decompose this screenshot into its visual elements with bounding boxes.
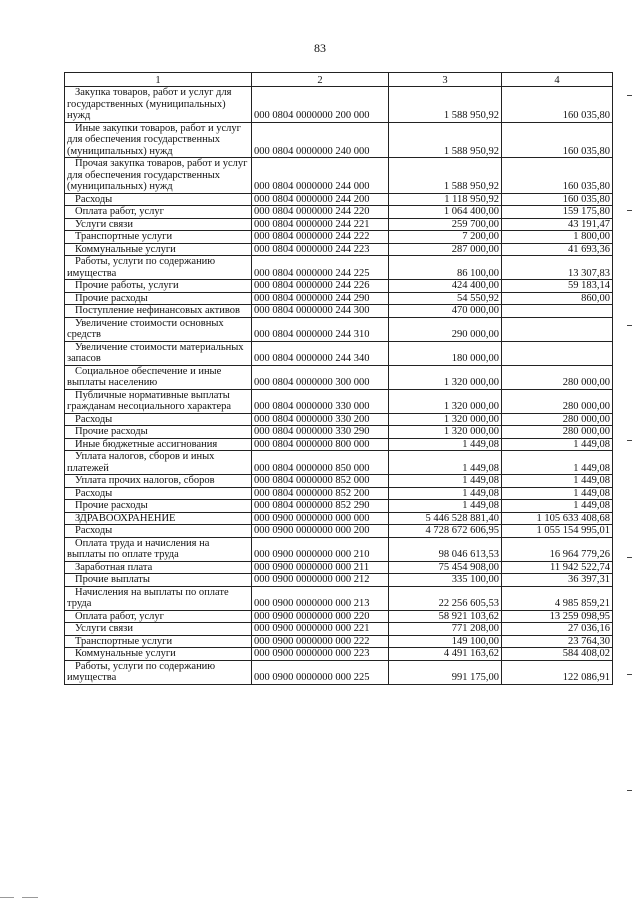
- row-value-3: 1 449,08: [389, 500, 502, 513]
- margin-mark: [627, 440, 632, 441]
- row-value-3: 1 064 400,00: [389, 206, 502, 219]
- row-code: 000 0804 0000000 330 000: [252, 389, 389, 413]
- row-value-4: 4 985 859,21: [502, 586, 613, 610]
- row-code: 000 0804 0000000 244 300: [252, 305, 389, 318]
- row-code: 000 0900 0000000 000 211: [252, 561, 389, 574]
- row-code: 000 0900 0000000 000 200: [252, 525, 389, 538]
- table-row: [65, 280, 613, 293]
- row-code: 000 0804 0000000 850 000: [252, 451, 389, 475]
- header-row: [65, 73, 613, 87]
- row-value-3: 1 118 950,92: [389, 193, 502, 206]
- row-value-3: 7 200,00: [389, 231, 502, 244]
- row-name: Транспортные услуги: [65, 635, 252, 648]
- row-code: 000 0804 0000000 244 310: [252, 317, 389, 341]
- row-code: 000 0804 0000000 800 000: [252, 438, 389, 451]
- table-row: [65, 158, 613, 194]
- row-code: 000 0804 0000000 244 000: [252, 158, 389, 194]
- row-code: 000 0804 0000000 300 000: [252, 365, 389, 389]
- row-name: Расходы: [65, 193, 252, 206]
- row-name: Увеличение стоимости основных средств: [65, 317, 252, 341]
- row-code: 000 0900 0000000 000 213: [252, 586, 389, 610]
- row-code: 000 0900 0000000 000 212: [252, 574, 389, 587]
- row-code: 000 0804 0000000 244 290: [252, 292, 389, 305]
- row-value-3: 1 320 000,00: [389, 426, 502, 439]
- column-header-2: 2: [252, 73, 389, 87]
- row-name: ЗДРАВООХРАНЕНИЕ: [65, 512, 252, 525]
- row-code: 000 0804 0000000 330 200: [252, 413, 389, 426]
- table-row: [65, 365, 613, 389]
- row-name: Расходы: [65, 413, 252, 426]
- row-value-3: 290 000,00: [389, 317, 502, 341]
- row-code: 000 0804 0000000 852 000: [252, 475, 389, 488]
- table-header: [65, 73, 613, 87]
- row-name: Социальное обеспечение и иные выплаты населению: [65, 365, 252, 389]
- row-value-3: 98 046 613,53: [389, 537, 502, 561]
- row-code: 000 0900 0000000 000 222: [252, 635, 389, 648]
- row-name: Уплата прочих налогов, сборов: [65, 475, 252, 488]
- column-header-1: 1: [65, 73, 252, 87]
- row-value-4: 160 035,80: [502, 87, 613, 123]
- row-code: 000 0900 0000000 000 225: [252, 660, 389, 684]
- table-row: [65, 512, 613, 525]
- row-code: 000 0900 0000000 000 210: [252, 537, 389, 561]
- table-row: [65, 341, 613, 365]
- row-value-4: 23 764,30: [502, 635, 613, 648]
- table-row: [65, 635, 613, 648]
- row-code: 000 0900 0000000 000 223: [252, 648, 389, 661]
- row-value-4: 1 800,00: [502, 231, 613, 244]
- table-row: [65, 623, 613, 636]
- row-name: Оплата работ, услуг: [65, 610, 252, 623]
- row-name: Транспортные услуги: [65, 231, 252, 244]
- row-name: Закупка товаров, работ и услуг для государственных (муниципальных) нужд: [65, 87, 252, 123]
- table-row: [65, 487, 613, 500]
- row-name: Коммунальные услуги: [65, 243, 252, 256]
- table-row: [65, 231, 613, 244]
- margin-mark: [627, 557, 632, 558]
- row-name: Прочие расходы: [65, 426, 252, 439]
- row-name: Иные закупки товаров, работ и услуг для обеспечения государственных (муниципальных) нужд: [65, 122, 252, 158]
- row-value-4: 1 449,08: [502, 438, 613, 451]
- row-value-3: 54 550,92: [389, 292, 502, 305]
- table-row: [65, 193, 613, 206]
- row-name: Прочие расходы: [65, 500, 252, 513]
- row-name: Работы, услуги по содержанию имущества: [65, 660, 252, 684]
- table-row: [65, 574, 613, 587]
- margin-mark: [627, 210, 632, 211]
- row-value-4: 13 307,83: [502, 256, 613, 280]
- row-name: Прочие выплаты: [65, 574, 252, 587]
- margin-mark: [627, 325, 632, 326]
- row-value-3: 1 320 000,00: [389, 389, 502, 413]
- margin-mark: [627, 790, 632, 791]
- row-value-4: 584 408,02: [502, 648, 613, 661]
- row-value-3: 4 491 163,62: [389, 648, 502, 661]
- row-value-3: 1 320 000,00: [389, 365, 502, 389]
- row-value-3: 5 446 528 881,40: [389, 512, 502, 525]
- row-name: Расходы: [65, 487, 252, 500]
- row-name: Работы, услуги по содержанию имущества: [65, 256, 252, 280]
- budget-table: [64, 72, 613, 685]
- table-row: [65, 206, 613, 219]
- row-value-4: 280 000,00: [502, 426, 613, 439]
- row-value-4: 59 183,14: [502, 280, 613, 293]
- row-name: Прочая закупка товаров, работ и услуг для обеспечения государственных (муниципальных) нужд: [65, 158, 252, 194]
- row-name: Начисления на выплаты по оплате труда: [65, 586, 252, 610]
- row-value-4: 860,00: [502, 292, 613, 305]
- row-value-4: [502, 317, 613, 341]
- row-code: 000 0804 0000000 244 225: [252, 256, 389, 280]
- table-row: [65, 317, 613, 341]
- row-value-3: 58 921 103,62: [389, 610, 502, 623]
- row-code: 000 0804 0000000 240 000: [252, 122, 389, 158]
- row-name: Прочие расходы: [65, 292, 252, 305]
- row-name: Увеличение стоимости материальных запасов: [65, 341, 252, 365]
- row-value-3: 287 000,00: [389, 243, 502, 256]
- table-row: [65, 438, 613, 451]
- table-row: [65, 648, 613, 661]
- row-value-4: 280 000,00: [502, 365, 613, 389]
- row-code: 000 0804 0000000 244 200: [252, 193, 389, 206]
- row-code: 000 0804 0000000 200 000: [252, 87, 389, 123]
- table-row: [65, 525, 613, 538]
- row-value-4: 280 000,00: [502, 389, 613, 413]
- row-code: 000 0804 0000000 244 222: [252, 231, 389, 244]
- row-value-4: 1 449,08: [502, 487, 613, 500]
- row-value-4: 27 036,16: [502, 623, 613, 636]
- row-value-3: 424 400,00: [389, 280, 502, 293]
- row-name: Услуги связи: [65, 623, 252, 636]
- table-row: [65, 413, 613, 426]
- row-name: Публичные нормативные выплаты гражданам несоциального характера: [65, 389, 252, 413]
- row-value-3: 1 449,08: [389, 451, 502, 475]
- row-value-3: 1 449,08: [389, 475, 502, 488]
- table-row: [65, 660, 613, 684]
- row-value-4: 1 055 154 995,01: [502, 525, 613, 538]
- row-name: Оплата труда и начисления на выплаты по оплате труда: [65, 537, 252, 561]
- table-row: [65, 87, 613, 123]
- row-value-4: 13 259 098,95: [502, 610, 613, 623]
- row-code: 000 0804 0000000 244 226: [252, 280, 389, 293]
- margin-mark: [627, 95, 632, 96]
- row-value-3: 1 588 950,92: [389, 87, 502, 123]
- table-row: [65, 256, 613, 280]
- scan-artifact: [22, 897, 38, 898]
- row-value-3: 180 000,00: [389, 341, 502, 365]
- page-number: 83: [314, 41, 326, 55]
- row-value-4: 160 035,80: [502, 158, 613, 194]
- row-value-3: 1 449,08: [389, 487, 502, 500]
- row-code: 000 0804 0000000 244 340: [252, 341, 389, 365]
- row-code: 000 0900 0000000 000 221: [252, 623, 389, 636]
- row-value-3: 1 588 950,92: [389, 122, 502, 158]
- table-row: [65, 586, 613, 610]
- row-code: 000 0804 0000000 330 290: [252, 426, 389, 439]
- column-header-4: 4: [502, 73, 613, 87]
- row-name: Иные бюджетные ассигнования: [65, 438, 252, 451]
- table-row: [65, 292, 613, 305]
- row-value-3: 991 175,00: [389, 660, 502, 684]
- row-name: Расходы: [65, 525, 252, 538]
- row-value-4: 1 449,08: [502, 500, 613, 513]
- row-value-4: 16 964 779,26: [502, 537, 613, 561]
- row-code: 000 0804 0000000 244 220: [252, 206, 389, 219]
- row-name: Прочие работы, услуги: [65, 280, 252, 293]
- table-row: [65, 537, 613, 561]
- row-code: 000 0900 0000000 000 220: [252, 610, 389, 623]
- table-row: [65, 426, 613, 439]
- row-value-3: 470 000,00: [389, 305, 502, 318]
- margin-mark: [627, 674, 632, 675]
- row-name: Заработная плата: [65, 561, 252, 574]
- table-row: [65, 475, 613, 488]
- row-code: 000 0900 0000000 000 000: [252, 512, 389, 525]
- table-row: [65, 561, 613, 574]
- row-code: 000 0804 0000000 852 200: [252, 487, 389, 500]
- row-value-4: 1 449,08: [502, 475, 613, 488]
- row-value-4: 160 035,80: [502, 122, 613, 158]
- row-value-3: 259 700,00: [389, 218, 502, 231]
- row-value-3: 335 100,00: [389, 574, 502, 587]
- table-row: [65, 305, 613, 318]
- row-value-4: 11 942 522,74: [502, 561, 613, 574]
- row-name: Уплата налогов, сборов и иных платежей: [65, 451, 252, 475]
- table-row: [65, 218, 613, 231]
- row-code: 000 0804 0000000 852 290: [252, 500, 389, 513]
- row-value-4: 43 191,47: [502, 218, 613, 231]
- column-header-3: 3: [389, 73, 502, 87]
- table-row: [65, 451, 613, 475]
- table-row: [65, 610, 613, 623]
- table-body: [65, 87, 613, 685]
- row-name: Коммунальные услуги: [65, 648, 252, 661]
- row-value-4: [502, 341, 613, 365]
- table-row: [65, 122, 613, 158]
- row-value-3: 4 728 672 606,95: [389, 525, 502, 538]
- row-value-4: 280 000,00: [502, 413, 613, 426]
- row-value-4: 1 449,08: [502, 451, 613, 475]
- row-code: 000 0804 0000000 244 223: [252, 243, 389, 256]
- row-value-3: 1 320 000,00: [389, 413, 502, 426]
- table-row: [65, 389, 613, 413]
- row-value-4: [502, 305, 613, 318]
- row-value-4: 41 693,36: [502, 243, 613, 256]
- row-value-4: 1 105 633 408,68: [502, 512, 613, 525]
- row-value-3: 1 449,08: [389, 438, 502, 451]
- row-name: Услуги связи: [65, 218, 252, 231]
- row-name: Поступление нефинансовых активов: [65, 305, 252, 318]
- row-value-3: 771 208,00: [389, 623, 502, 636]
- row-value-3: 86 100,00: [389, 256, 502, 280]
- row-value-4: 159 175,80: [502, 206, 613, 219]
- row-value-4: 122 086,91: [502, 660, 613, 684]
- row-value-3: 75 454 908,00: [389, 561, 502, 574]
- row-value-3: 1 588 950,92: [389, 158, 502, 194]
- table-row: [65, 243, 613, 256]
- row-value-3: 22 256 605,53: [389, 586, 502, 610]
- row-value-4: 36 397,31: [502, 574, 613, 587]
- row-value-4: 160 035,80: [502, 193, 613, 206]
- row-code: 000 0804 0000000 244 221: [252, 218, 389, 231]
- scan-artifact: [0, 897, 14, 898]
- row-name: Оплата работ, услуг: [65, 206, 252, 219]
- table-row: [65, 500, 613, 513]
- row-value-3: 149 100,00: [389, 635, 502, 648]
